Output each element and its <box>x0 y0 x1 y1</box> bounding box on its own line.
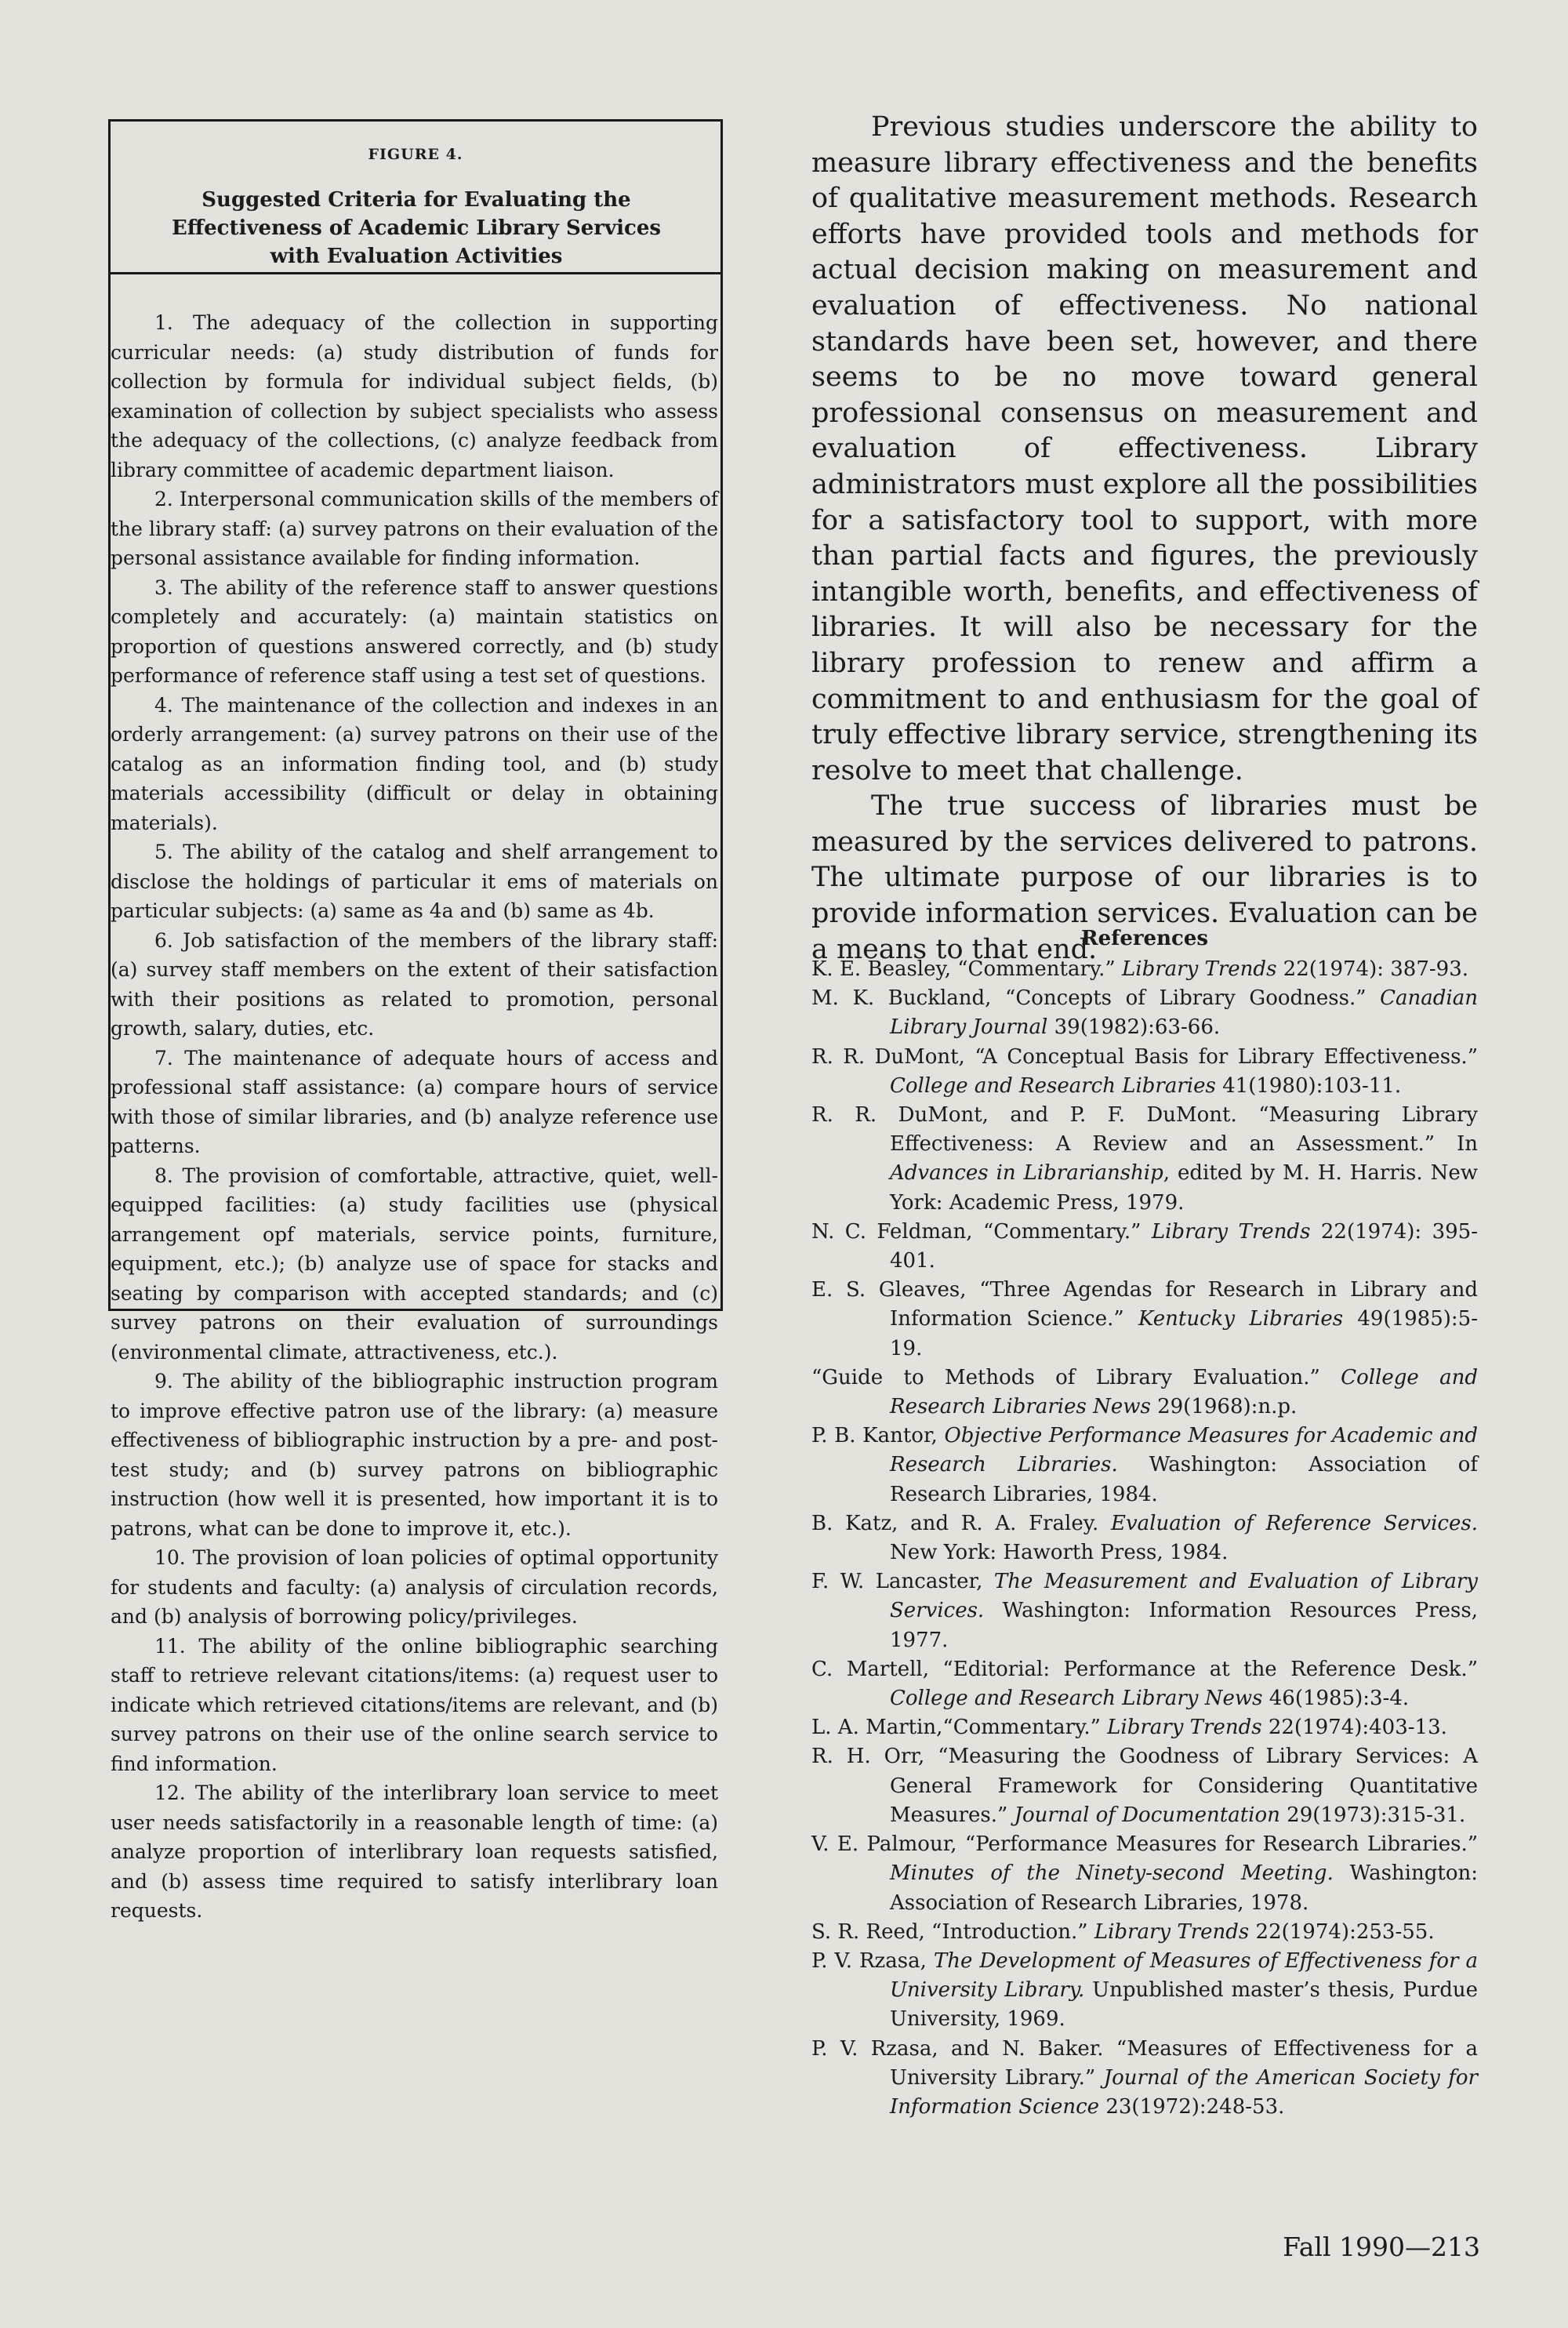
reference-author: R. R. DuMont, “A Conceptual Basis for Library Effectiveness.” <box>811 1044 1478 1069</box>
body-text-column <box>811 110 1478 968</box>
figure-title: Suggested Criteria for Evaluating the Effectiveness of Academic Library Services with Evaluation Activities <box>171 188 661 268</box>
reference-entry <box>811 1422 1478 1509</box>
reference-title: College and Research Libraries News <box>890 1365 1479 1419</box>
criteria-item: 5. The ability of the catalog and shelf arrangement to disclose the holdings of particular it ems of materials on particular subjects: (a) same as 4a and (b) same as 4b. <box>111 841 718 922</box>
page-footer: Fall 1990—213 <box>1283 2232 1480 2262</box>
reference-author: S. R. Reed, “Introduction.” <box>811 1919 1094 1944</box>
reference-author: L. A. Martin,“Commentary.” <box>811 1716 1108 1740</box>
reference-author: F. W. Lancaster, <box>811 1570 994 1594</box>
reference-details: 39(1982):63-66. <box>1047 1015 1221 1040</box>
reference-author: N. C. Feldman, “Commentary.” <box>811 1219 1152 1244</box>
reference-author: V. E. Palmour, “Performance Measures for Research Libraries.” <box>811 1832 1478 1857</box>
reference-title: College and Research Library News <box>890 1687 1263 1711</box>
reference-details: 22(1974):253-55. <box>1249 1919 1435 1944</box>
figure-divider <box>111 272 720 274</box>
reference-title: Library Trends <box>1151 1219 1311 1244</box>
criteria-item: 11. The ability of the online bibliographic searching staff to retrieve relevant citations/items: (a) request user to indicate which retrieved citations/items are relevant, and (b) survey patrons on their use of the online search service to find information. <box>111 1634 718 1775</box>
criteria-item: 6. Job satisfaction of the members of the library staff: (a) survey staff members on the extent of their satisfaction with their positions as related to promotion, personal growth, salary, duties, etc. <box>111 928 718 1040</box>
reference-entry <box>811 1830 1478 1918</box>
criteria-item: 4. The maintenance of the collection and indexes in an orderly arrangement: (a) survey patrons on their use of the catalog as an information finding tool, and (b) study materials accessibility (difficult or delay in obtaining materials). <box>111 693 718 834</box>
criteria-item: 8. The provision of comfortable, attractive, quiet, well-equipped facilities: (a) study facilities use (physical arrangement opf materials, service points, furniture, equipment, etc.); (b) analyze use of space for stacks and seating by comparison with accepted standards; and (c) survey patrons on their evaluation of surroundings (environmental climate, attractiveness, etc.). <box>111 1164 718 1364</box>
reference-entry <box>811 1742 1478 1830</box>
figure-box <box>108 119 723 1922</box>
reference-details: Washington: Association of Research Libraries, 1978. <box>890 1861 1478 1915</box>
reference-title: Canadian Library Journal <box>890 986 1478 1040</box>
reference-entry <box>811 1509 1478 1567</box>
reference-details: 41(1980):103-11. <box>1215 1073 1402 1098</box>
reference-entry <box>811 1713 1478 1742</box>
reference-entry <box>811 1364 1478 1422</box>
criteria-item: 3. The ability of the reference staff to answer questions completely and accurately: (a) maintain statistics on proportion of questions answered correctly, and (b) study performance of reference staff using a test set of questions. <box>111 576 718 687</box>
reference-title: Evaluation of Reference Services. <box>1110 1511 1478 1535</box>
reference-title: Library Trends <box>1121 957 1277 981</box>
reference-title: Journal of the American Society for Information Science <box>890 2065 1478 2119</box>
reference-details: 22(1974): 395-401. <box>890 1219 1478 1273</box>
reference-title: College and Research Libraries <box>890 1073 1216 1098</box>
reference-details: Unpublished master’s thesis, Purdue University, 1969. <box>890 1978 1478 2032</box>
criteria-item: 10. The provision of loan policies of optimal opportunity for students and faculty: (a) analysis of circulation records, and (b) analysis of borrowing policy/privileges. <box>111 1546 718 1628</box>
reference-details: 49(1985):5-19. <box>890 1307 1478 1360</box>
reference-entry <box>811 1043 1478 1101</box>
reference-title: Library Trends <box>1107 1716 1262 1740</box>
reference-title: Journal of Documentation <box>1014 1803 1280 1827</box>
reference-author: M. K. Buckland, “Concepts of Library Goodness.” <box>811 986 1381 1011</box>
reference-author: “Guide to Methods of Library Evaluation.” <box>811 1365 1341 1389</box>
reference-author: C. Martell, “Editorial: Performance at the Reference Desk.” <box>811 1657 1478 1681</box>
references-heading: References <box>1080 927 1209 950</box>
reference-title: The Measurement and Evaluation of Library Services. <box>890 1570 1478 1623</box>
reference-details: 29(1973):315-31. <box>1279 1803 1466 1827</box>
reference-entry <box>811 1218 1478 1276</box>
criteria-item: 12. The ability of the interlibrary loan service to meet user needs satisfactorily in a reasonable length of time: (a) analyze proportion of interlibrary loan requests satisfied, and (b) assess time required to satisfy interlibrary loan requests. <box>111 1781 718 1922</box>
reference-title: Kentucky Libraries <box>1138 1307 1344 1331</box>
criteria-item: 1. The adequacy of the collection in supporting curricular needs: (a) study distribution of funds for collection by formula for individual subject fields, (b) examination of collection by subject specialists who assess the adequacy of the collections, (c) analyze feedback from library committee of academic department liaison. <box>111 311 718 481</box>
reference-title: The Development of Measures of Effectiveness for a University Library. <box>890 1948 1479 2003</box>
reference-author: P. V. Rzasa, and N. Baker. “Measures of Effectiveness for a University Library.” <box>811 2036 1478 2090</box>
reference-author: K. E. Beasley, “Commentary.” <box>811 957 1122 981</box>
figure-criteria-list <box>109 308 727 1926</box>
reference-details: , edited by M. H. Harris. New York: Academic Press, 1979. <box>890 1161 1478 1215</box>
reference-entry <box>811 984 1478 1042</box>
reference-details: 23(1972):248-53. <box>1099 2094 1285 2119</box>
reference-entry <box>811 1655 1478 1713</box>
body-paragraph: Previous studies underscore the ability to measure library effectiveness and the benefits of qualitative measurement methods. Research efforts have provided tools and methods for actual decision making on measurement and evaluation of effectiveness. No national standards have been set, however, and there seems to be no move toward general professional consensus on measurement and evaluation of effectiveness. Library administrators must explore all the possibilities for a satisfactory tool to support, with more than partial facts and figures, the previously intangible worth, benefits, and effectiveness of libraries. It will also be necessary for the library profession to renew and affirm a commitment to and enthusiasm for the goal of truly effective library service, strengthening its resolve to meet that challenge. <box>811 111 1478 786</box>
reference-details: 22(1974):403-13. <box>1261 1716 1447 1740</box>
reference-entry <box>811 955 1478 984</box>
reference-details: 22(1974): 387-93. <box>1276 957 1469 981</box>
reference-title: Objective Performance Measures for Academic and Research Libraries. <box>890 1424 1479 1477</box>
body-paragraph: The true success of libraries must be measured by the services delivered to patrons. The ultimate purpose of our libraries is to provide information services. Evaluation can be a means to that end. <box>811 790 1478 965</box>
reference-author: B. Katz, and R. A. Fraley. <box>811 1511 1111 1535</box>
reference-author: P. V. Rzasa, <box>811 1948 934 1973</box>
reference-author: R. R. DuMont, and P. F. DuMont. “Measuring Library Effectiveness: A Review and an Assessment.” In <box>811 1103 1478 1157</box>
reference-entry <box>811 1918 1478 1947</box>
criteria-item: 2. Interpersonal communication skills of the members of the library staff: (a) survey patrons on their evaluation of the personal assistance available for finding information. <box>111 488 718 569</box>
reference-details: New York: Haworth Press, 1984. <box>890 1541 1229 1565</box>
reference-details: 46(1985):3-4. <box>1262 1687 1410 1711</box>
reference-entry <box>811 1101 1478 1218</box>
reference-author: R. H. Orr, “Measuring the Goodness of Library Services: A General Framework for Considering Quantitative Measures.” <box>811 1745 1478 1827</box>
reference-author: E. S. Gleaves, “Three Agendas for Research in Library and Information Science.” <box>811 1278 1478 1331</box>
reference-details: Washington: Information Resources Press, 1977. <box>890 1599 1478 1652</box>
references-list <box>811 955 1478 2122</box>
reference-author: P. B. Kantor, <box>811 1424 945 1448</box>
reference-title: Minutes of the Ninety-second Meeting. <box>890 1861 1334 1886</box>
figure-label: FIGURE 4. <box>368 146 463 163</box>
criteria-item: 7. The maintenance of adequate hours of access and professional staff assistance: (a) compare hours of service with those of similar libraries, and (b) analyze reference use patterns. <box>111 1046 718 1157</box>
reference-entry <box>811 1947 1478 2035</box>
reference-details: Washington: Association of Research Libraries, 1984. <box>890 1453 1478 1506</box>
reference-title: Library Trends <box>1094 1919 1250 1944</box>
reference-entry <box>811 2035 1478 2123</box>
criteria-item: 9. The ability of the bibliographic instruction program to improve effective patron use of the library: (a) measure effectiveness of bibliographic instruction by a pre- and post-test study; and (b) survey patrons on bibliographic instruction (how well it is presented, how important it is to patrons, what can be done to improve it, etc.). <box>111 1370 718 1540</box>
reference-entry <box>811 1276 1478 1364</box>
reference-title: Advances in Librarianship <box>890 1161 1163 1186</box>
reference-details: 29(1968):n.p. <box>1150 1395 1298 1419</box>
reference-entry <box>811 1567 1478 1655</box>
